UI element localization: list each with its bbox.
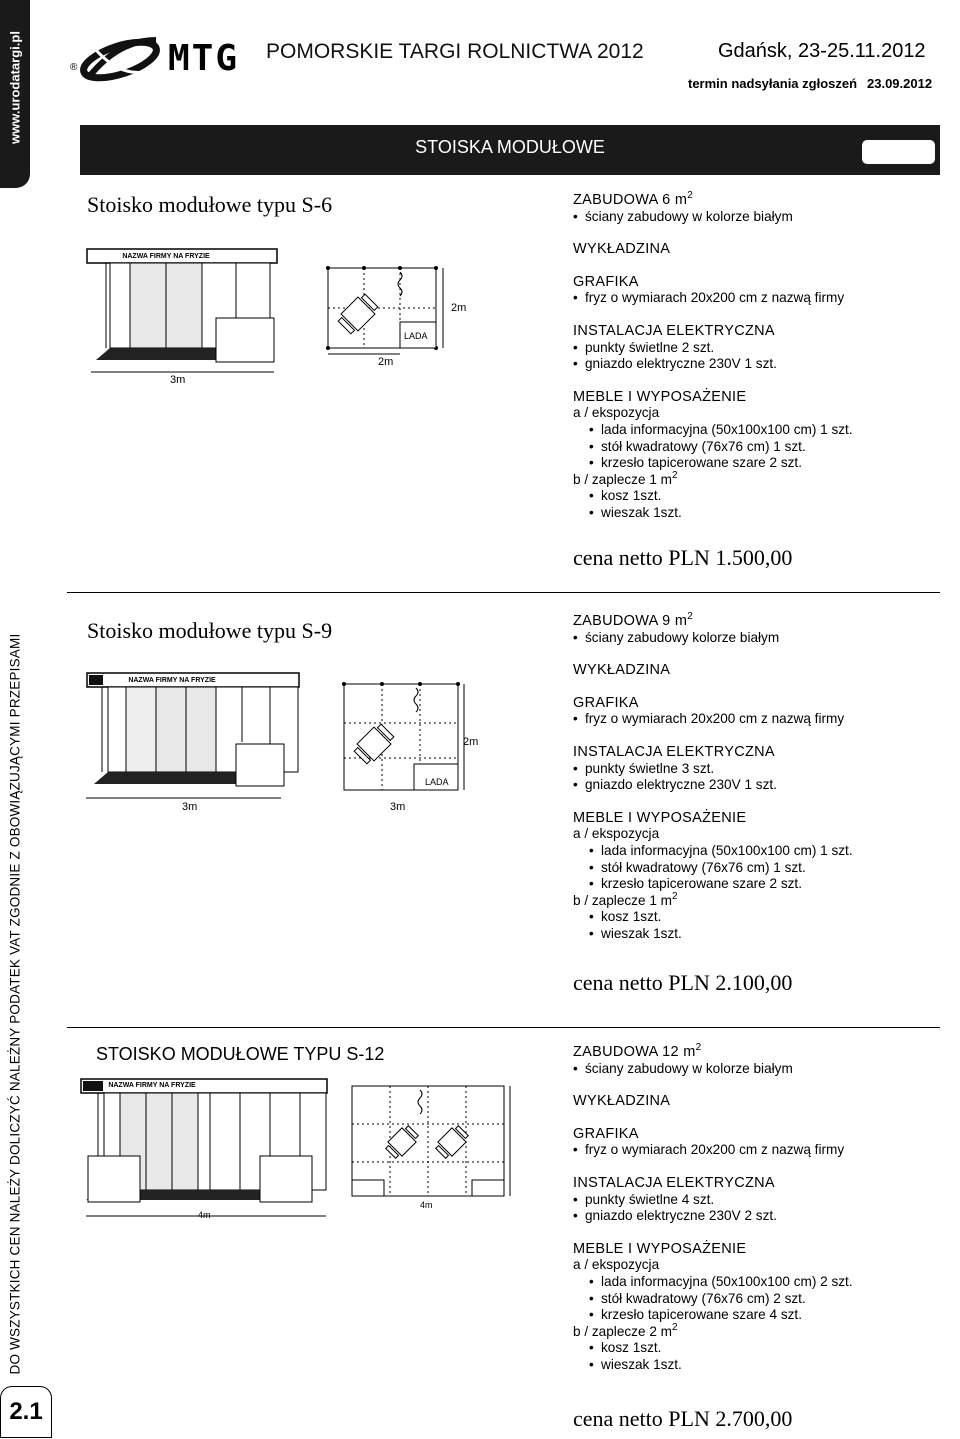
s6-price: cena netto PLN 1.500,00 — [573, 545, 793, 570]
fair-title: POMORSKIE TARGI ROLNICTWA 2012 — [266, 40, 644, 63]
s12-frieze-label: NAZWA FIRMY NA FRYZIE — [108, 1082, 196, 1089]
s6-stol: • stół kwadratowy (76x76 cm) 1 szt. — [573, 439, 853, 456]
divider-s6 — [67, 592, 940, 593]
s6-walls: • ściany zabudowy w kolorze białym — [573, 209, 853, 226]
s6-dim-plan-width: 2m — [378, 356, 394, 368]
s6-title: Stoisko modułowe typu S-6 — [87, 192, 333, 217]
s12-meble: MEBLE I WYPOSAŻENIE — [573, 1240, 747, 1257]
s12-price: cena netto PLN 2.700,00 — [573, 1406, 793, 1431]
s12-kosz: • kosz 1szt. — [573, 1340, 853, 1357]
s9-kosz: • kosz 1szt. — [573, 909, 853, 926]
s6-lada-label: LADA — [404, 331, 428, 341]
s9-zabudowa-label: ZABUDOWA — [573, 613, 658, 629]
logo-text: MTG — [168, 38, 240, 79]
s12-zaplecze: b / zaplecze 2 m — [573, 1323, 672, 1339]
s9-ekspozycja: a / ekspozycja — [573, 826, 660, 842]
s9-lada-label: LADA — [425, 777, 449, 787]
s6-frieze-label: NAZWA FIRMY NA FRYZIE — [122, 253, 210, 260]
s9-wykladzina: WYKŁADZINA — [573, 662, 671, 679]
s6-dim-plan-depth: 2m — [451, 302, 467, 314]
s6-dim-width: 3m — [170, 374, 186, 386]
s12-zabudowa-label: ZABUDOWA — [573, 1044, 658, 1060]
s9-punkty: • punkty świetlne 3 szt. — [573, 761, 853, 778]
s6-krzeslo: • krzesło tapicerowane szare 2 szt. — [573, 455, 853, 472]
s9-fryz: • fryz o wymiarach 20x200 cm z nazwą firmy — [573, 711, 853, 728]
s12-specification: ZABUDOWA 12 $m^2$ • ściany zabudowy w kolorze białym WYKŁADZINA GRAFIKA • fryz o wymiarach 20x200 cm z nazwą firmy INSTALACJA ELEKTRYCZNA • punkty świetlne 4 szt. • gniazdo elektryczne 230V 2 szt. MEBLE I WYPOSAŻENIE a / ekspozycja • lada informacyjna (50x100x100 cm) 2 szt. • stół kwadratowy (76x76 cm) 2 szt. • krzesło tapicerowane szare 4 szt. b / zaplecze 2 $m^2$ • kosz 1szt. • wieszak 1szt. — [573, 1044, 853, 1374]
s6-ekspozycja: a / ekspozycja — [573, 405, 660, 421]
s12-perspective-drawing — [80, 1078, 330, 1220]
mtg-logo — [70, 30, 258, 90]
s6-specification: ZABUDOWA 6 $m^2$ • ściany zabudowy w kolorze białym WYKŁADZINA GRAFIKA • fryz o wymiarach 20x200 cm z nazwą firmy INSTALACJA ELEKTRYCZNA • punkty świetlne 2 szt. • gniazdo elektryczne 230V 1 szt. MEBLE I WYPOSAŻENIE a / ekspozycja • lada informacyjna (50x100x100 cm) 1 szt. • stół kwadratowy (76x76 cm) 1 szt. • krzesło tapicerowane szare 2 szt. b / zaplecze 1 $m^2$ • kosz 1szt. • wieszak 1szt. — [573, 192, 853, 522]
s9-price: cena netto PLN 2.100,00 — [573, 970, 793, 995]
s12-punkty: • punkty świetlne 4 szt. — [573, 1192, 853, 1209]
website-tab[interactable] — [0, 0, 30, 188]
s9-title: Stoisko modułowe typu S-9 — [87, 618, 333, 643]
deadline-label: termin nadsyłania zgłoszeń — [688, 76, 858, 91]
s9-perspective-drawing — [86, 672, 304, 810]
s9-area: 9 m — [657, 613, 688, 629]
website-url[interactable]: www.urodatargi.pl — [7, 31, 23, 144]
s12-lada: • lada informacyjna (50x100x100 cm) 2 szt. — [573, 1274, 853, 1291]
s9-frieze-label: NAZWA FIRMY NA FRYZIE — [128, 677, 216, 684]
s6-lada: • lada informacyjna (50x100x100 cm) 1 szt. — [573, 422, 853, 439]
s6-instalacja: INSTALACJA ELEKTRYCZNA — [573, 322, 775, 339]
s12-grafika: GRAFIKA — [573, 1125, 639, 1142]
s6-meble: MEBLE I WYPOSAŻENIE — [573, 388, 747, 405]
s12-area: 12 m — [657, 1044, 696, 1060]
s6-area: 6 m — [657, 192, 688, 208]
s9-grafika: GRAFIKA — [573, 694, 639, 711]
s12-fryz: • fryz o wymiarach 20x200 cm z nazwą firmy — [573, 1142, 853, 1159]
divider-s9 — [67, 1027, 940, 1028]
registered-mark: ® — [70, 62, 78, 73]
s12-gniazdo: • gniazdo elektryczne 230V 2 szt. — [573, 1208, 853, 1225]
s6-floor-plan — [318, 262, 450, 356]
s6-perspective-drawing — [86, 248, 286, 386]
s9-dim-width: 3m — [182, 801, 198, 813]
s9-zaplecze: b / zaplecze 1 m — [573, 892, 672, 908]
s6-zaplecze: b / zaplecze 1 m — [573, 471, 672, 487]
s9-stol: • stół kwadratowy (76x76 cm) 1 szt. — [573, 860, 853, 877]
s9-meble: MEBLE I WYPOSAŻENIE — [573, 809, 747, 826]
s6-grafika: GRAFIKA — [573, 273, 639, 290]
s9-walls: • ściany zabudowy kolorze białym — [573, 630, 853, 647]
s12-floor-plan — [346, 1080, 514, 1204]
s6-kosz: • kosz 1szt. — [573, 488, 853, 505]
section-bar-title: STOISKA MODUŁOWE — [415, 137, 605, 157]
s9-wieszak: • wieszak 1szt. — [573, 926, 853, 943]
s12-ekspozycja: a / ekspozycja — [573, 1257, 660, 1273]
vat-note: DO WSZYSTKICH CEN NALEŻY DOLICZYĆ NALEŻNY PODATEK VAT ZGODNIE Z OBOWIĄZUJĄCYMI PRZEPISAMI — [7, 633, 23, 1375]
s12-walls: • ściany zabudowy w kolorze białym — [573, 1061, 853, 1078]
s12-dim-width: 4m — [198, 1210, 211, 1220]
section-bar — [80, 125, 940, 175]
s9-lada: • lada informacyjna (50x100x100 cm) 1 szt. — [573, 843, 853, 860]
section-bar-tab — [862, 140, 935, 164]
page-number: 2.1 — [0, 1386, 52, 1438]
s6-wykladzina: WYKŁADZINA — [573, 241, 671, 258]
s12-instalacja: INSTALACJA ELEKTRYCZNA — [573, 1174, 775, 1191]
s6-gniazdo: • gniazdo elektryczne 230V 1 szt. — [573, 356, 853, 373]
s12-wykladzina: WYKŁADZINA — [573, 1093, 671, 1110]
s9-krzeslo: • krzesło tapicerowane szare 2 szt. — [573, 876, 853, 893]
s12-title: STOISKO MODUŁOWE TYPU S-12 — [96, 1044, 385, 1064]
s6-zabudowa-label: ZABUDOWA — [573, 192, 658, 208]
s12-wieszak: • wieszak 1szt. — [573, 1357, 853, 1374]
place-dates: Gdańsk, 23-25.11.2012 — [718, 40, 926, 62]
s9-gniazdo: • gniazdo elektryczne 230V 1 szt. — [573, 777, 853, 794]
s6-fryz: • fryz o wymiarach 20x200 cm z nazwą firmy — [573, 290, 853, 307]
s6-punkty: • punkty świetlne 2 szt. — [573, 340, 853, 357]
deadline-date: 23.09.2012 — [867, 76, 933, 91]
s12-stol: • stół kwadratowy (76x76 cm) 2 szt. — [573, 1291, 853, 1308]
s9-dim-plan-depth: 2m — [463, 736, 479, 748]
s12-krzeslo: • krzesło tapicerowane szare 4 szt. — [573, 1307, 853, 1324]
s9-specification: ZABUDOWA 9 $m^2$ • ściany zabudowy kolorze białym WYKŁADZINA GRAFIKA • fryz o wymiarach 20x200 cm z nazwą firmy INSTALACJA ELEKTRYCZNA • punkty świetlne 3 szt. • gniazdo elektryczne 230V 1 szt. MEBLE I WYPOSAŻENIE a / ekspozycja • lada informacyjna (50x100x100 cm) 1 szt. • stół kwadratowy (76x76 cm) 1 szt. • krzesło tapicerowane szare 2 szt. b / zaplecze 1 $m^2$ • kosz 1szt. • wieszak 1szt. — [573, 613, 853, 943]
s12-dim-plan-width: 4m — [420, 1200, 433, 1210]
s9-instalacja: INSTALACJA ELEKTRYCZNA — [573, 743, 775, 760]
s9-dim-plan-width: 3m — [390, 801, 406, 813]
s6-wieszak: • wieszak 1szt. — [573, 505, 853, 522]
